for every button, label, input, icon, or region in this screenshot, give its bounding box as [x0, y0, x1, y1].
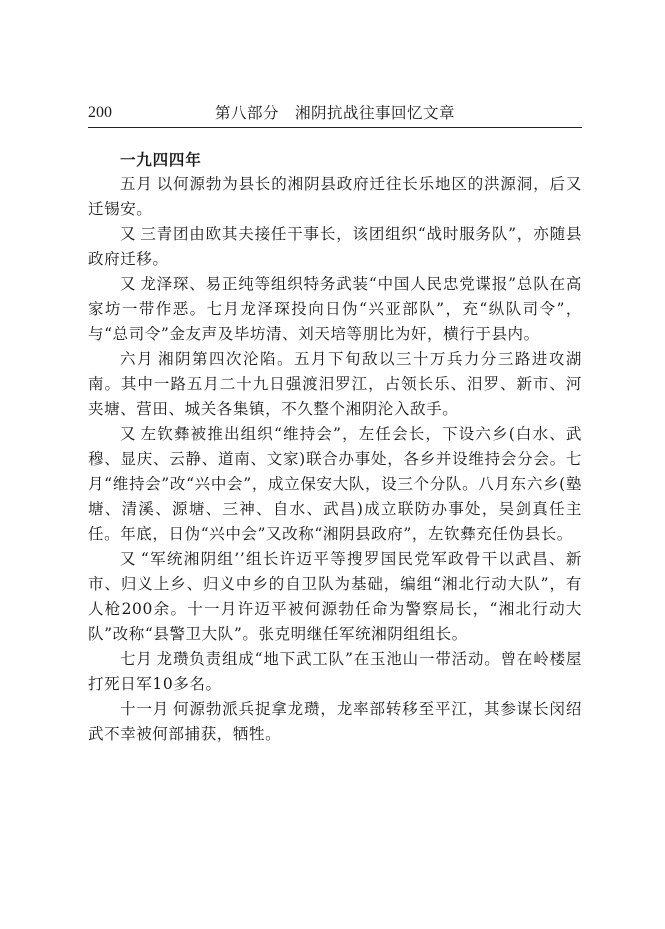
entry-date: 十一月 [120, 700, 170, 718]
running-head: 第八部分 湘阴抗战往事回忆文章 [214, 104, 455, 122]
entry-date: 又 [120, 550, 137, 568]
entry-text: 湘阴第四次沦陷。五月下旬敌以三十万兵力分三路进攻湖南。其中一路五月二十九日强渡汨罗江，占领长乐、汨罗、新市、河夹塘、营田、城关各集镇，不久整个湘阴沦入敌手。 [88, 350, 582, 418]
chronicle-entry [88, 647, 582, 697]
entry-text: 龙泽琛、易正纯等组织特务武装“中国人民忠党谍报”总队在高家坊一带作恶。七月龙泽琛投向日伪“兴亚部队”，充“纵队司令”，与“总司令”金友声及毕坊清、刘天培等朋比为奸，横行于县内。 [88, 275, 582, 343]
entry-text: 左钦彝被推出组织“维持会”，左任会长，下设六乡(白水、武穆、显庆、云静、道南、文家)联合办事处，各乡并设维持会分会。七月“维持会”改“兴中会”，成立保安大队，设三个分队。八月东六乡(塾塘、清溪、源塘、三神、自水、武昌)成立联防办事处，吴剑真任主任。年底，日伪“兴中会”又改称“湘阴县政府”，左钦彝充任伪县长。 [88, 425, 582, 543]
entry-date: 七月 [120, 650, 153, 668]
entry-date: 又 [120, 225, 137, 243]
entry-text: “军统湘阴组’’组长许迈平等搜罗国民党军政骨干以武昌、新市、归义上乡、归义中乡的自卫队为基础，编组“湘北行动大队”，有人枪200余。十一月许迈平被何源勃任命为警察局长，“湘北行动大队”改称“县警卫大队”。张克明继任军统湘阴组组长。 [88, 550, 582, 643]
chronicle-entry [88, 272, 582, 347]
entry-text: 以何源勃为县长的湘阴县政府迁往长乐地区的洪源洞，后又迁锡安。 [88, 175, 582, 218]
entry-text: 何源勃派兵捉拿龙瓒，龙率部转移至平江，其参谋长闵绍武不幸被何部捕获，牺牲。 [88, 700, 582, 743]
entry-text: 龙瓒负责组成“地下武工队”在玉池山一带活动。曾在岭楼屋打死日军10多名。 [88, 650, 582, 693]
entry-date: 又 [120, 425, 137, 443]
chronicle-entry [88, 347, 582, 422]
year-heading: 一九四四年 [120, 150, 202, 169]
header-rule [88, 127, 582, 128]
page-number: 200 [88, 104, 112, 121]
chronicle-entry [88, 172, 582, 222]
entry-date: 又 [120, 275, 137, 293]
entry-date: 五月 [120, 175, 153, 193]
chronicle-entry [88, 547, 582, 647]
entry-text: 三青团由欧其夫接任干事长，该团组织“战时服务队”，亦随县政府迁移。 [88, 225, 582, 268]
entry-date: 六月 [120, 350, 154, 368]
chronicle-entry [88, 422, 582, 547]
page-body [88, 147, 582, 747]
page-header [88, 103, 582, 127]
chronicle-entry [88, 222, 582, 272]
chronicle-entry [88, 697, 582, 747]
